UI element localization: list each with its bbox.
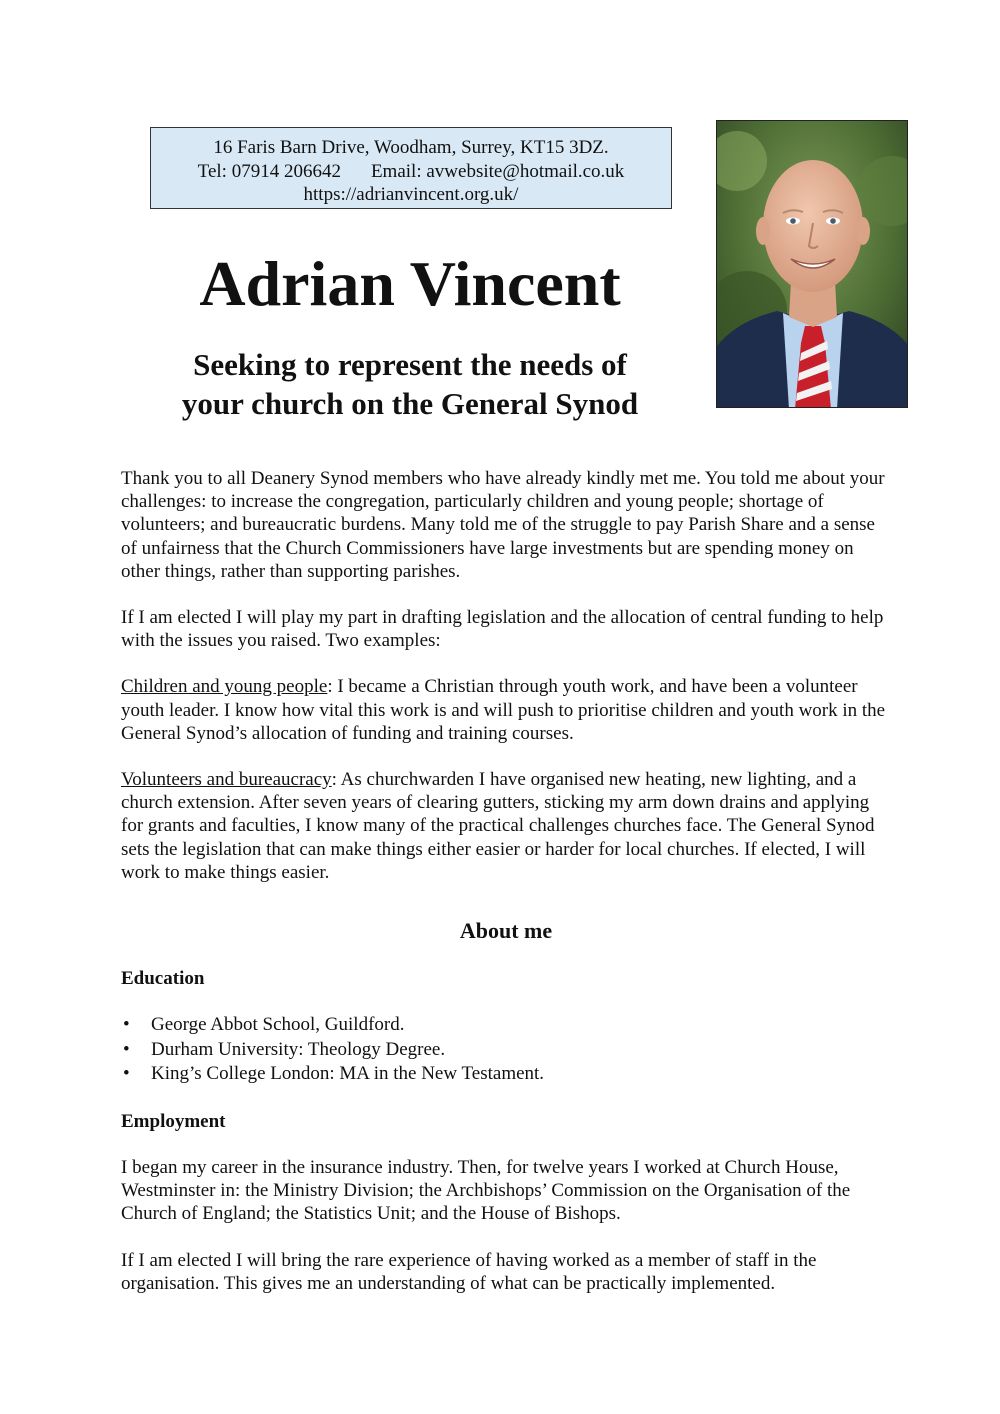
- volunteers-paragraph: [121, 768, 891, 884]
- contact-address: 16 Faris Barn Drive, Woodham, Surrey, KT15 3DZ.: [213, 137, 609, 158]
- elected-paragraph: If I am elected I will play my part in drafting legislation and the allocation of central funding to help with the issues you raised. Two examples:: [121, 607, 884, 652]
- tagline-line2: your church on the General Synod: [181, 386, 639, 421]
- employment-paragraph-1: I began my career in the insurance industry. Then, for twelve years I worked at Church House, Westminster in: the Ministry Division; the Archbishops’ Commission on the Organisation of the Church of England; the Statistics Unit; and the House of Bishops.: [121, 1156, 851, 1225]
- children-paragraph: [121, 675, 891, 745]
- candidate-name: Adrian Vincent: [199, 248, 621, 319]
- volunteers-heading: Volunteers and bureaucracy: [121, 769, 332, 791]
- bullet-icon: •: [123, 1014, 130, 1036]
- main-body: [121, 467, 891, 1318]
- education-heading: Education: [121, 968, 205, 990]
- list-item: • King’s College London: MA in the New Testament.: [121, 1062, 891, 1087]
- list-item: • Durham University: Theology Degree.: [121, 1038, 891, 1063]
- contact-box: [150, 127, 672, 209]
- list-item: • George Abbot School, Guildford.: [121, 1013, 891, 1038]
- bullet-icon: •: [123, 1063, 130, 1085]
- children-heading: Children and young people: [121, 676, 328, 698]
- about-heading: About me: [459, 918, 553, 944]
- contact-website[interactable]: https://adrianvincent.org.uk/: [303, 184, 519, 205]
- contact-email[interactable]: Email: avwebsite@hotmail.co.uk: [370, 160, 625, 182]
- tagline-line1: Seeking to represent the needs of: [193, 347, 627, 382]
- employment-paragraph-2: If I am elected I will bring the rare experience of having worked as a member of staff in the organisation. This gives me an understanding of what can be practically implemented.: [121, 1249, 817, 1294]
- contact-tel: Tel: 07914 206642: [197, 160, 341, 182]
- intro-paragraph: Thank you to all Deanery Synod members who have already kindly met me. You told me about your challenges: to increase the congregation, particularly children and young people; shortage of volunteers; and bureaucratic burdens. Many told me of the struggle to pay Parish Share and a sense of unfairness that the Church Commissioners have large investments but are spending money on other things, rather than supporting parishes.: [121, 468, 885, 582]
- children-text: : I became a Christian through youth work, and have been a volunteer youth leader. I know how vital this work is and will push to prioritise children and youth work in the General Synod’s allocation of funding and training courses.: [121, 676, 886, 744]
- education-list: [121, 1013, 891, 1087]
- bullet-icon: •: [123, 1038, 130, 1060]
- contact-tel-email: [151, 160, 671, 184]
- tagline: [110, 345, 710, 423]
- candidate-photo: [716, 120, 908, 408]
- employment-heading: Employment: [121, 1110, 226, 1132]
- volunteers-text: : As churchwarden I have organised new heating, new lighting, and a church extension. After seven years of clearing gutters, sticking my arm down drains and applying for grants and faculties, I know many of the practical challenges churches face. The General Synod sets the legislation that can make things either easier or harder for local churches. If elected, I will work to make things easier.: [121, 769, 875, 883]
